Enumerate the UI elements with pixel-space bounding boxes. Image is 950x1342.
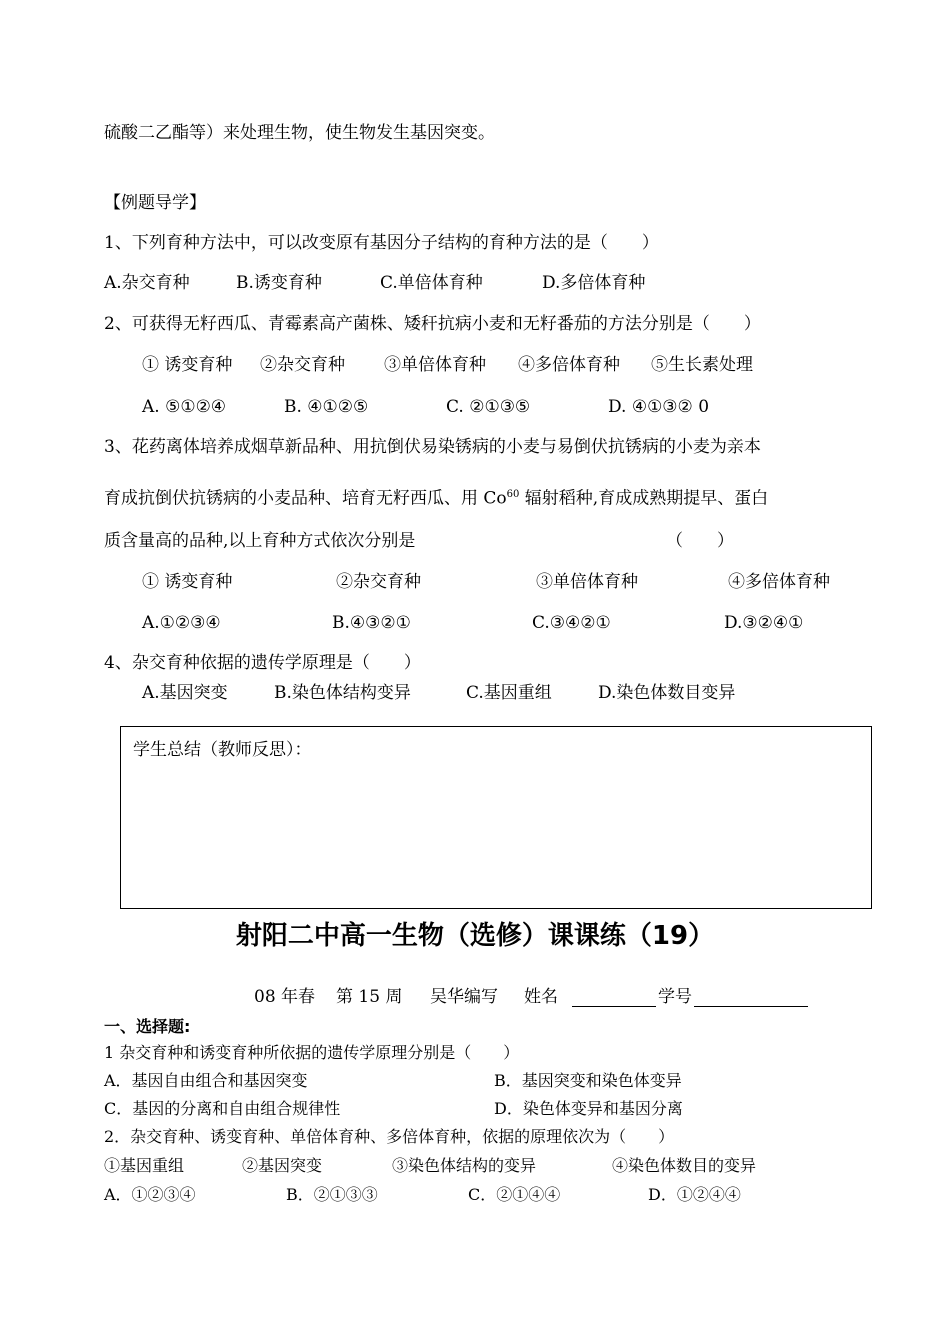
q3-method-3: ③单倍体育种	[536, 572, 638, 592]
q2-option-b: B. ④①②⑤	[284, 397, 369, 417]
q2-method-5: ⑤生长素处理	[651, 355, 753, 375]
q2-method-4: ④多倍体育种	[518, 355, 620, 375]
q4-option-a: A.基因突变	[142, 683, 228, 703]
q1-option-c: C.单倍体育种	[380, 273, 483, 293]
e2-principle-3: ③染色体结构的变异	[392, 1156, 537, 1175]
q2-option-c: C. ②①③⑤	[446, 397, 531, 417]
e1-option-a: A．基因自由组合和基因突变	[104, 1071, 308, 1090]
q4-stem: 4、杂交育种依据的遗传学原理是（ ）	[104, 653, 421, 673]
q3-stem-line2	[104, 484, 768, 510]
author-text: 吴华编写	[430, 987, 498, 1007]
q3-stem-line2-b: 辐射稻种,育成成熟期提早、蛋白	[519, 488, 769, 509]
q3-stem-line3: 质含量高的品种,以上育种方式依次分别是	[104, 531, 416, 551]
week-text: 第 15 周	[336, 987, 403, 1007]
q3-method-2: ②杂交育种	[336, 572, 421, 592]
q2-method-1: ① 诱变育种	[142, 355, 233, 375]
summary-label: 学生总结（教师反思）：	[133, 740, 312, 760]
e2-option-a: A．①②③④	[104, 1185, 196, 1204]
q3-stem-line2-a: 育成抗倒伏抗锈病的小麦品种、培育无籽西瓜、用 Co	[104, 488, 507, 509]
id-label: 学号	[658, 987, 692, 1007]
q4-option-d: D.染色体数目变异	[598, 683, 736, 703]
q1-option-b: B.诱变育种	[236, 273, 322, 293]
name-blank[interactable]	[572, 988, 656, 1007]
e2-option-c: C．②①④④	[468, 1185, 561, 1204]
q3-option-c: C.③④②①	[532, 613, 611, 633]
q3-answer-paren: （ ）	[666, 531, 734, 551]
section-heading: 一、选择题:	[104, 1017, 191, 1036]
q3-option-b: B.④③②①	[332, 613, 411, 633]
summary-box[interactable]	[120, 726, 872, 909]
q3-method-1: ① 诱变育种	[142, 572, 233, 592]
q2-option-d: D. ④①③② 0	[608, 397, 710, 417]
e1-option-d: D．染色体变异和基因分离	[494, 1099, 683, 1118]
e2-principle-4: ④染色体数目的变异	[612, 1156, 757, 1175]
name-label: 姓名	[524, 987, 558, 1007]
q3-option-a: A.①②③④	[142, 613, 221, 633]
q1-option-a: A.杂交育种	[104, 273, 190, 293]
q3-stem-line1: 3、花药离体培养成烟草新品种、用抗倒伏易染锈病的小麦与易倒伏抗锈病的小麦为亲本	[104, 437, 761, 457]
q1-option-d: D.多倍体育种	[542, 273, 646, 293]
q2-option-a: A. ⑤①②④	[142, 397, 227, 417]
id-blank[interactable]	[694, 988, 808, 1007]
e2-principle-1: ①基因重组	[104, 1156, 185, 1175]
example-heading: 【例题导学】	[104, 193, 206, 213]
e2-option-b: B．②①③③	[286, 1185, 378, 1204]
e1-option-c: C．基因的分离和自由组合规律性	[104, 1099, 341, 1118]
q2-method-2: ②杂交育种	[260, 355, 345, 375]
e2-stem: 2．杂交育种、诱变育种、单倍体育种、多倍体育种，依据的原理依次为（ ）	[104, 1127, 675, 1146]
q4-option-b: B.染色体结构变异	[274, 683, 411, 703]
e2-option-d: D．①②④④	[648, 1185, 741, 1204]
e2-principle-2: ②基因突变	[242, 1156, 323, 1175]
q3-option-d: D.③②④①	[724, 613, 804, 633]
q2-stem: 2、可获得无籽西瓜、青霉素高产菌株、矮秆抗病小麦和无籽番茄的方法分别是（ ）	[104, 314, 761, 334]
q2-method-3: ③单倍体育种	[384, 355, 486, 375]
q4-option-c: C.基因重组	[466, 683, 552, 703]
continuation-text: 硫酸二乙酯等）来处理生物，使生物发生基因突变。	[104, 123, 495, 143]
worksheet-title: 射阳二中高一生物（选修）课课练（19）	[235, 921, 715, 951]
term-text: 08 年春	[254, 987, 316, 1007]
e1-option-b: B．基因突变和染色体变异	[494, 1071, 682, 1090]
q3-method-4: ④多倍体育种	[728, 572, 830, 592]
q1-stem: 1、下列育种方法中，可以改变原有基因分子结构的育种方法的是（ ）	[104, 233, 659, 253]
e1-stem: 1 杂交育种和诱变育种所依据的遗传学原理分别是（ ）	[104, 1043, 520, 1062]
q3-stem-line2-sup: 60	[506, 489, 520, 500]
